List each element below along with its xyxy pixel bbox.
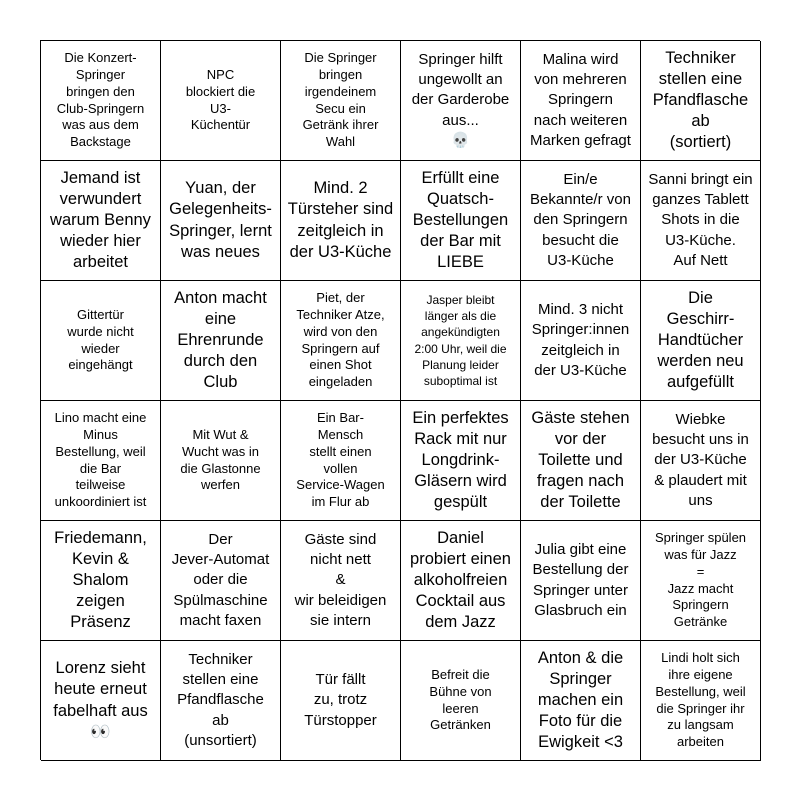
bingo-cell-text: Sanni bringt ein ganzes Tablett Shots in die U3-Küche. Auf Nett [648,170,753,269]
bingo-cell[interactable] [521,521,641,641]
bingo-cell[interactable] [161,161,281,281]
bingo-cell-text: Ein/e Bekannte/r von den Springern besucht die U3-Küche [530,170,631,269]
bingo-cell[interactable] [521,41,641,161]
bingo-cell-text: Yuan, der Gelegenheits- Springer, lernt was neues [169,179,272,261]
bingo-cell[interactable] [161,41,281,161]
bingo-cell-text: Friedemann, Kevin & Shalom zeigen Präsenz [54,528,147,632]
bingo-cell[interactable] [521,401,641,521]
bingo-cell[interactable] [41,401,161,521]
bingo-cell[interactable] [161,641,281,761]
bingo-cell[interactable] [161,281,281,401]
bingo-cell[interactable] [401,161,521,281]
bingo-cell[interactable] [641,161,761,281]
bingo-cell[interactable] [41,641,161,761]
bingo-cell-text: Anton macht eine Ehrenrunde durch den Club [174,288,267,392]
bingo-cell-text: Erfüllt eine Quatsch- Bestellungen der Bar mit LIEBE [412,168,509,272]
bingo-cell[interactable] [281,41,401,161]
bingo-cell-text: Malina wird von mehreren Springern nach weiteren Marken gefragt [530,50,631,149]
bingo-cell[interactable] [281,161,401,281]
bingo-cell-text: Die Konzert- Springer bringen den Club-Springern was aus dem Backstage [56,49,145,150]
bingo-cell-text: Springer spülen was für Jazz = Jazz macht Springern Getränke [654,529,747,630]
bingo-cell[interactable] [41,41,161,161]
bingo-cell-text: Die Springer bringen irgendeinem Secu ein Getränk ihrer Wahl [302,49,379,150]
bingo-cell[interactable] [161,401,281,521]
bingo-board [40,40,760,760]
bingo-cell-text: Lino macht eine Minus Bestellung, weil die Bar teilweise unkoordiniert ist [54,409,147,510]
bingo-cell-text: Anton & die Springer machen ein Foto für die Ewigkeit <3 [537,648,624,752]
bingo-cell[interactable] [521,641,641,761]
bingo-cell-text: Techniker stellen eine Pfandflasche ab (sortiert) [652,48,749,152]
bingo-cell-text: Julia gibt eine Bestellung der Springer unter Glasbruch ein [532,541,629,619]
bingo-cell-text: Ein perfektes Rack mit nur Longdrink- Gläsern wird gespült [412,408,509,512]
bingo-cell-text: Die Geschirr- Handtücher werden neu aufgefüllt [657,288,744,392]
bingo-cell-text: Mind. 2 Türsteher sind zeitgleich in der U3-Küche [287,179,394,261]
bingo-cell-text: Gäste stehen vor der Toilette und fragen nach der Toilette [531,408,630,512]
bingo-cell[interactable] [521,161,641,281]
bingo-cell[interactable] [521,281,641,401]
bingo-cell-text: Gittertür wurde nicht wieder eingehängt [67,306,134,373]
bingo-cell[interactable] [401,41,521,161]
bingo-cell[interactable] [161,521,281,641]
bingo-cell[interactable] [641,521,761,641]
bingo-cell[interactable] [281,521,401,641]
bingo-cell-text: Springer hilft ungewollt an der Garderobe aus... 💀 [411,50,510,149]
bingo-cell-text: NPC blockiert die U3- Küchentür [185,66,256,133]
bingo-cell[interactable] [641,41,761,161]
bingo-cell[interactable] [401,401,521,521]
bingo-cell[interactable] [641,641,761,761]
bingo-cell-text: Befreit die Bühne von leeren Getränken [429,666,492,733]
bingo-cell[interactable] [281,641,401,761]
bingo-cell[interactable] [641,281,761,401]
bingo-cell-text: Daniel probiert einen alkoholfreien Cocktail aus dem Jazz [410,528,511,632]
bingo-cell[interactable] [281,401,401,521]
bingo-cell-text: Techniker stellen eine Pfandflasche ab (unsortiert) [177,650,264,749]
bingo-cell[interactable] [41,161,161,281]
bingo-cell-text: Tür fällt zu, trotz Türstopper [304,671,377,729]
bingo-cell[interactable] [401,521,521,641]
bingo-cell-text: Gäste sind nicht nett & wir beleidigen sie intern [294,530,387,629]
bingo-cell-text: Lindi holt sich ihre eigene Bestellung, weil die Springer ihr zu langsam arbeiten [655,649,746,750]
bingo-cell-text: Jasper bleibt länger als die angekündigten 2:00 Uhr, weil die Planung leider suboptimal ist [414,292,507,388]
bingo-cell-text: Piet, der Techniker Atze, wird von den Springern auf einen Shot eingeladen [296,289,385,390]
bingo-cell-text: Lorenz sieht heute erneut fabelhaft aus 👀 [53,659,148,741]
bingo-cell[interactable] [641,401,761,521]
bingo-cell-text: Jemand ist verwundert warum Benny wieder hier arbeitet [50,168,151,272]
bingo-cell[interactable] [41,521,161,641]
bingo-cell-text: Der Jever-Automat oder die Spülmaschine macht faxen [171,530,270,629]
bingo-cell-text: Mit Wut & Wucht was in die Glastonne werfen [180,426,261,493]
bingo-cell[interactable] [401,281,521,401]
bingo-cell-text: Wiebke besucht uns in der U3-Küche & plaudert mit uns [652,410,749,509]
bingo-cell-text: Mind. 3 nicht Springer:innen zeitgleich in der U3-Küche [531,301,630,379]
bingo-cell[interactable] [281,281,401,401]
bingo-cell-text: Ein Bar- Mensch stellt einen vollen Service-Wagen im Flur ab [296,409,385,510]
bingo-cell[interactable] [41,281,161,401]
bingo-cell[interactable] [401,641,521,761]
